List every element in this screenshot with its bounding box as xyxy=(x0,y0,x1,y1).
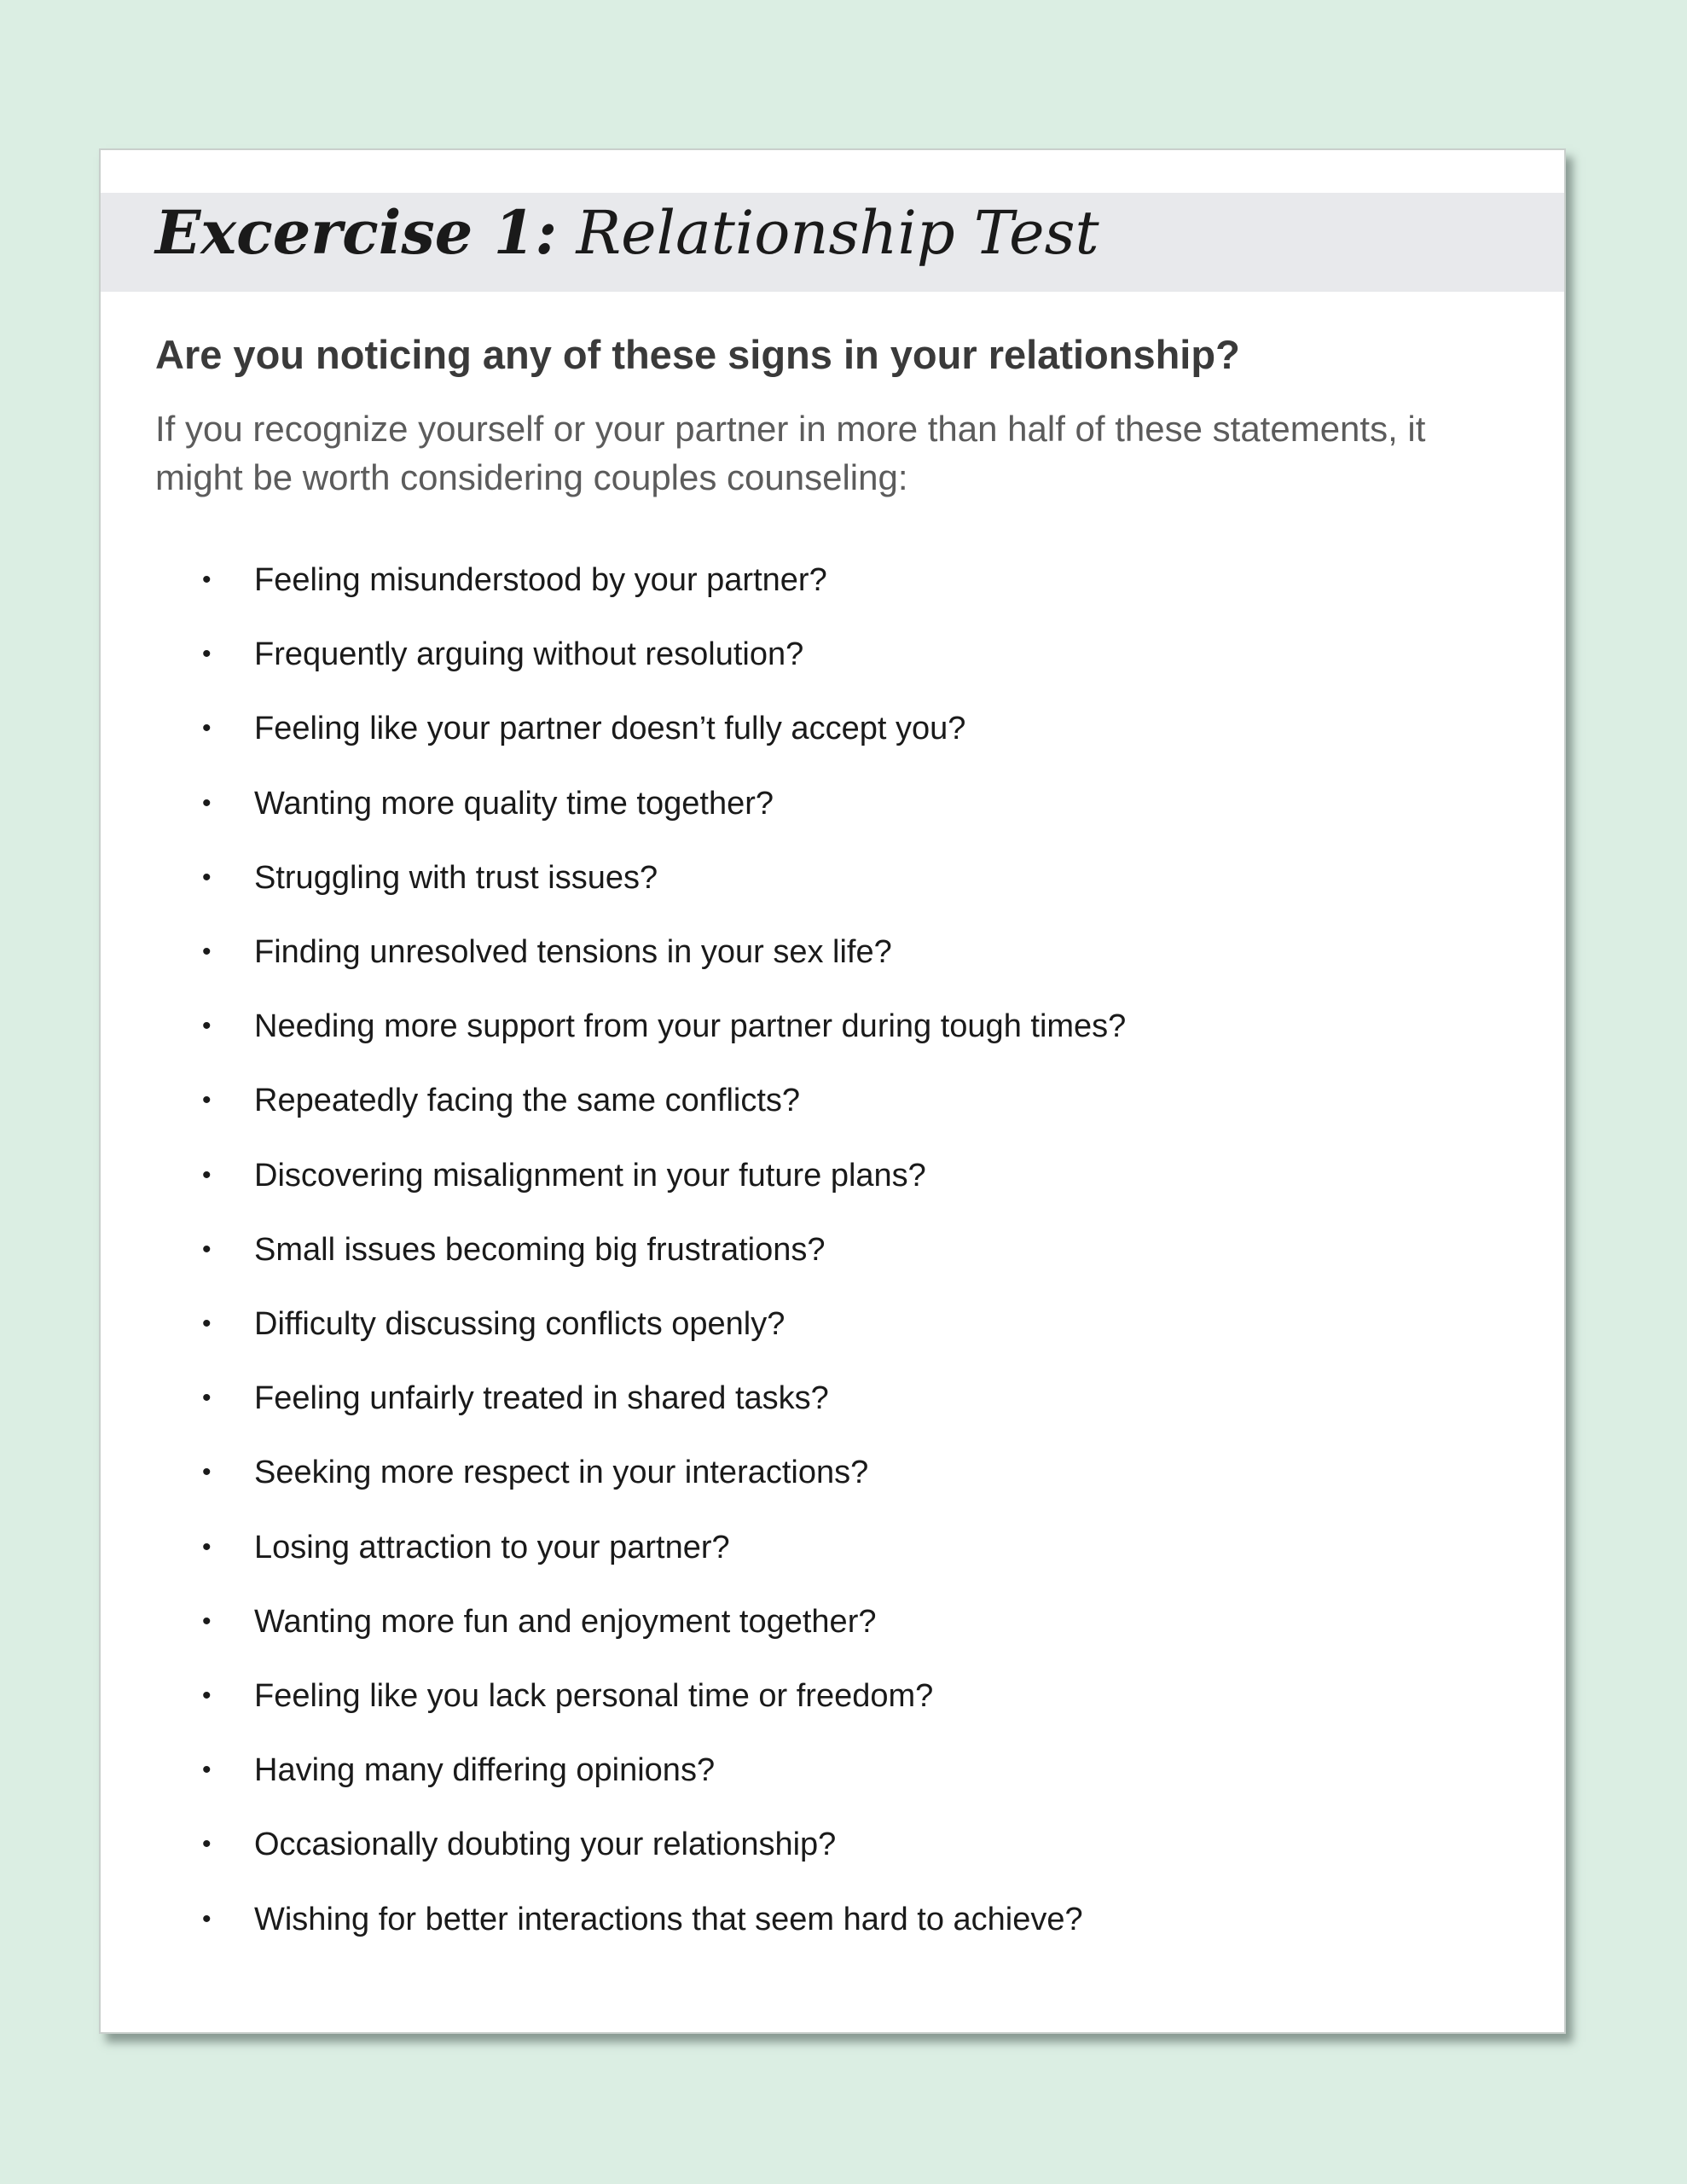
bullet-icon: • xyxy=(202,1756,212,1785)
bullet-icon: • xyxy=(202,1532,212,1561)
bullet-icon: • xyxy=(202,1904,212,1933)
worksheet-page xyxy=(99,148,1566,2034)
list-item-text: Wanting more quality time together? xyxy=(254,785,774,822)
bullet-icon: • xyxy=(202,1606,212,1635)
bullet-icon: • xyxy=(202,938,212,966)
bullet-icon: • xyxy=(202,1682,212,1710)
list-item-text: Feeling like your partner doesn’t fully accept you? xyxy=(254,711,966,747)
intro-paragraph: If you recognize yourself or your partner in more than half of these statements, it might be worth considering couples counseling: xyxy=(155,409,1426,497)
bullet-icon: • xyxy=(202,714,212,743)
list-item-text: Discovering misalignment in your future plans? xyxy=(254,1157,926,1194)
bullet-icon: • xyxy=(202,1458,212,1487)
bullet-icon: • xyxy=(202,1086,212,1115)
bullet-icon: • xyxy=(202,788,212,817)
title-topic: Relationship Test xyxy=(576,198,1099,268)
bullet-icon: • xyxy=(202,1830,212,1859)
list-item-text: Small issues becoming big frustrations? xyxy=(254,1231,826,1268)
list-item-text: Feeling like you lack personal time or freedom? xyxy=(254,1678,934,1714)
bullet-icon: • xyxy=(202,1234,212,1263)
list-item-text: Feeling misunderstood by your partner? xyxy=(254,562,827,598)
bullet-icon: • xyxy=(202,1160,212,1189)
list-item-text: Wanting more fun and enjoyment together? xyxy=(254,1603,877,1640)
list-item-text: Struggling with trust issues? xyxy=(254,859,658,896)
bullet-icon: • xyxy=(202,566,212,594)
list-item-text: Occasionally doubting your relationship? xyxy=(254,1827,837,1863)
list-item-text: Needing more support from your partner during tough times? xyxy=(254,1008,1127,1045)
list-item-text: Having many differing opinions? xyxy=(254,1752,716,1789)
list-item-text: Finding unresolved tensions in your sex life? xyxy=(254,934,892,970)
section-heading: Are you noticing any of these signs in your relationship? xyxy=(155,332,1240,377)
list-item-text: Difficulty discussing conflicts openly? xyxy=(254,1306,786,1342)
list-item-text: Wishing for better interactions that seem hard to achieve? xyxy=(254,1901,1083,1937)
list-item-text: Feeling unfairly treated in shared tasks? xyxy=(254,1380,829,1417)
page-title xyxy=(155,197,1099,268)
bullet-icon: • xyxy=(202,863,212,892)
title-exercise-number: Excercise 1: xyxy=(155,197,558,268)
bullet-icon: • xyxy=(202,1012,212,1041)
bullet-icon: • xyxy=(202,1310,212,1338)
list-item-text: Frequently arguing without resolution? xyxy=(254,636,804,673)
bullet-icon: • xyxy=(202,640,212,669)
bullet-icon: • xyxy=(202,1384,212,1413)
list-item-text: Seeking more respect in your interactions? xyxy=(254,1455,869,1491)
list-item-text: Repeatedly facing the same conflicts? xyxy=(254,1083,801,1119)
list-item-text: Losing attraction to your partner? xyxy=(254,1529,730,1565)
